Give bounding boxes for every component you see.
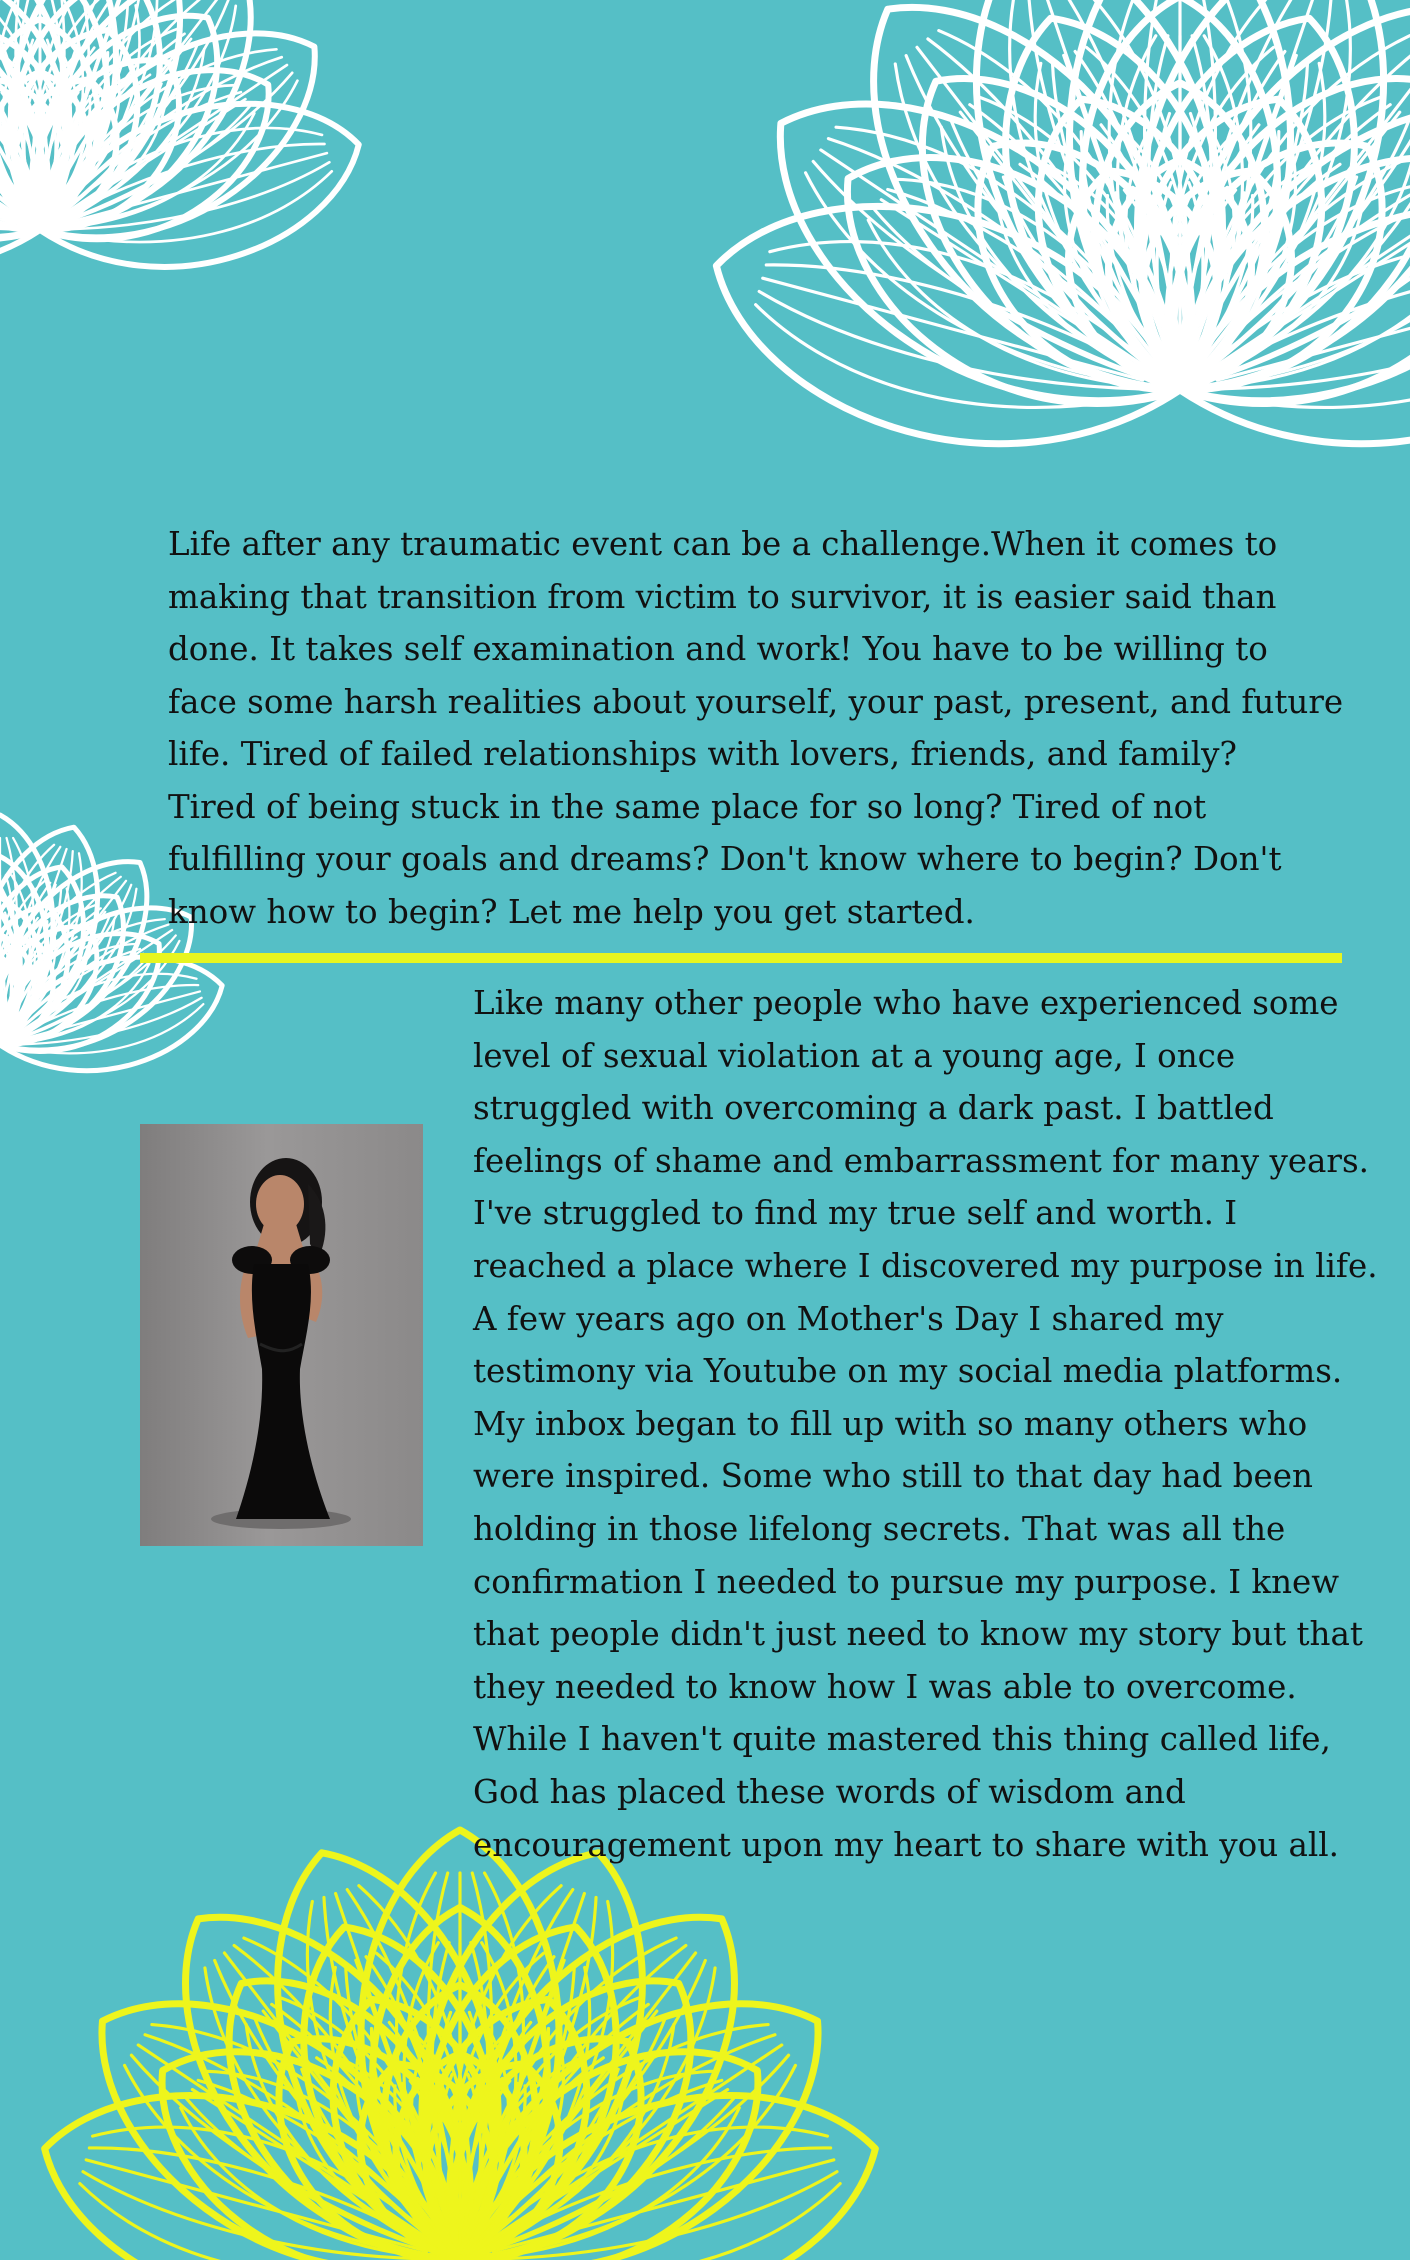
- story-line: holding in those lifelong secrets. That was all the: [473, 1509, 1286, 1548]
- author-photo: [140, 1124, 423, 1546]
- intro-line: know how to begin? Let me help you get started.: [168, 892, 975, 931]
- story-line: While I haven't quite mastered this thing called life,: [473, 1720, 1331, 1759]
- intro-line: done. It takes self examination and work! You have to be willing to: [168, 630, 1268, 668]
- story-line: reached a place where I discovered my purpose in life.: [473, 1246, 1378, 1285]
- story-line: that people didn't just need to know my story but that: [473, 1615, 1363, 1654]
- intro-paragraph: [168, 518, 1348, 938]
- intro-line: life. Tired of failed relationships with lovers, friends, and family?: [168, 735, 1237, 773]
- intro-line: making that transition from victim to survivor, it is easier said than: [168, 577, 1277, 616]
- lotus-flower-icon: [0, 745, 140, 1085]
- story-line: My inbox began to fill up with so many others who: [473, 1404, 1308, 1443]
- lotus-flower-icon: [880, 0, 1410, 530]
- intro-line: Tired of being stuck in the same place for so long? Tired of not: [168, 787, 1207, 826]
- story-line: confirmation I needed to pursue my purpose. I knew: [473, 1562, 1340, 1601]
- story-line: were inspired. Some who still to that day had been: [473, 1457, 1313, 1496]
- intro-line: Life after any traumatic event can be a challenge.When it comes to: [168, 525, 1278, 563]
- intro-line: fulfilling your goals and dreams? Don't know where to begin? Don't: [168, 840, 1282, 878]
- story-line: testimony via Youtube on my social media platforms.: [473, 1352, 1343, 1391]
- intro-line: face some harsh realities about yourself, your past, present, and future: [168, 682, 1344, 721]
- story-line: I've struggled to find my true self and worth. I: [473, 1194, 1238, 1233]
- story-paragraph: [473, 977, 1393, 1871]
- story-line: God has placed these words of wisdom and: [473, 1772, 1186, 1811]
- story-line: feelings of shame and embarrassment for many years.: [473, 1141, 1369, 1180]
- section-divider: [140, 953, 1342, 963]
- story-line: they needed to know how I was able to overcome.: [473, 1667, 1297, 1706]
- story-line: Like many other people who have experienced some: [473, 984, 1339, 1022]
- lotus-flower-icon: [0, 0, 270, 360]
- story-line: encouragement upon my heart to share with you all.: [473, 1825, 1339, 1864]
- story-line: level of sexual violation at a young age, I once: [473, 1036, 1236, 1075]
- story-line: struggled with overcoming a dark past. I battled: [473, 1089, 1274, 1128]
- story-line: A few years ago on Mother's Day I shared my: [473, 1299, 1224, 1338]
